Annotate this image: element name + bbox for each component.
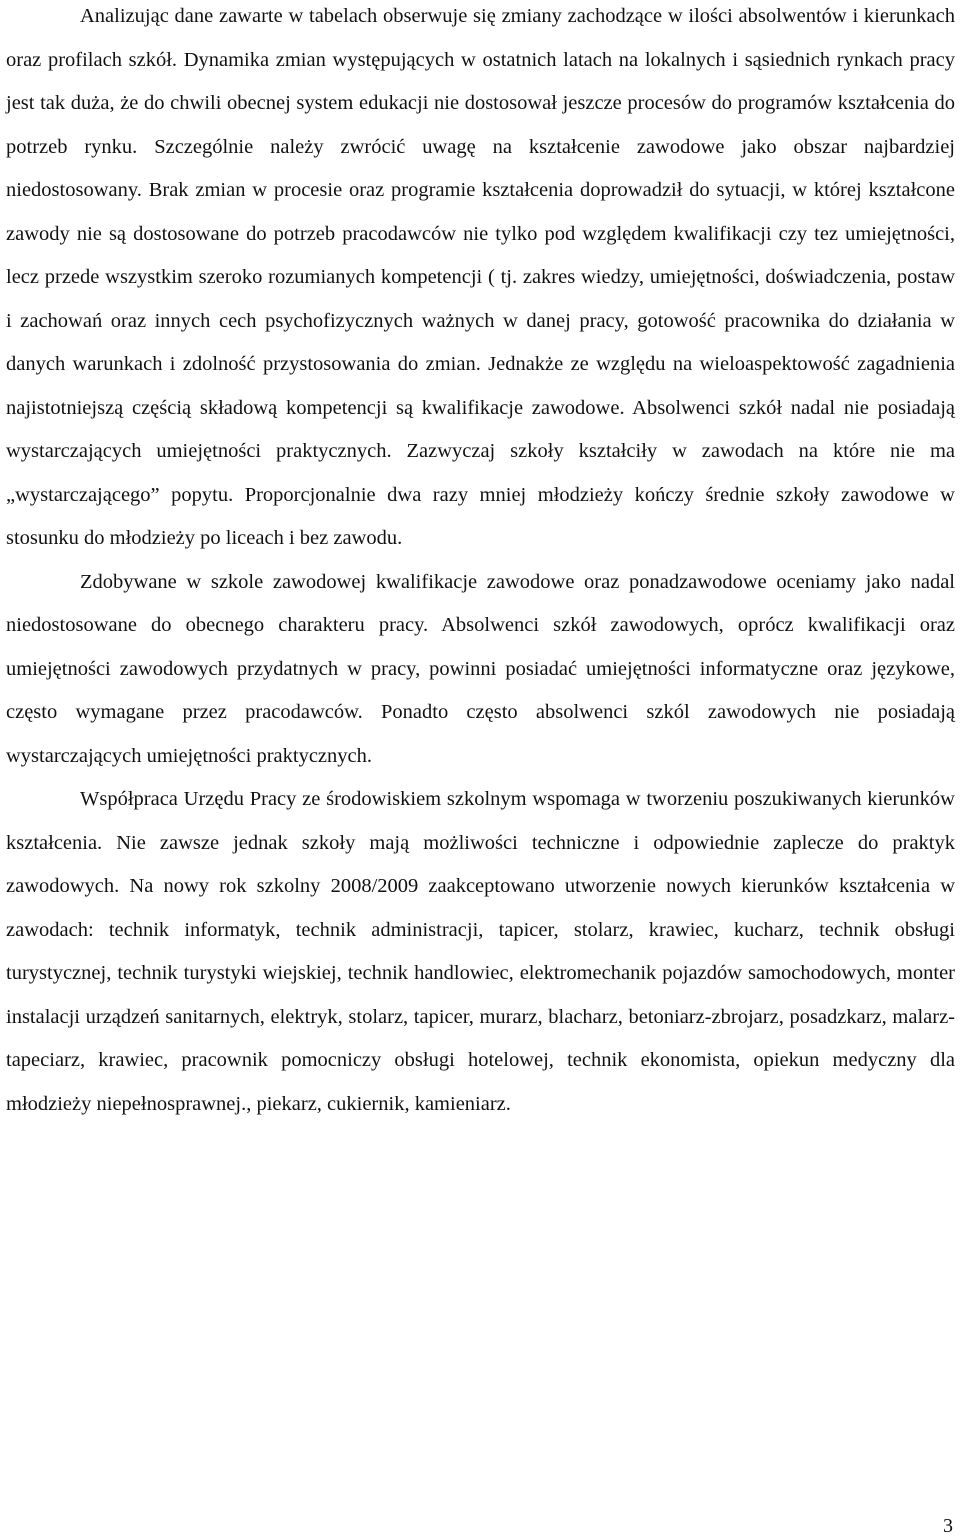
paragraph-3: Współpraca Urzędu Pracy ze środowiskiem szkolnym wspomaga w tworzeniu poszukiwanych kierunków kształcenia. Nie zawsze jednak szkoły mają możliwości techniczne i odpowiednie zaplecze do praktyk zawodowych. Na nowy rok szkolny 2008/2009 zaakceptowano utworzenie nowych kierunków kształcenia w zawodach: technik informatyk, technik administracji, tapicer, stolarz, krawiec, kucharz, technik obsługi turystycznej, technik turystyki wiejskiej, technik handlowiec, elektromechanik pojazdów samochodowych, monter instalacji urządzeń sanitarnych, elektryk, stolarz, tapicer, murarz, blacharz, betoniarz-zbrojarz, posadzkarz, malarz-tapeciarz, krawiec, pracownik pomocniczy obsługi hotelowej, technik ekonomista, opiekun medyczny dla młodzieży niepełnosprawnej., piekarz, cukiernik, kamieniarz. [6, 788, 955, 1115]
document-page [6, 0, 955, 1126]
paragraph-1: Analizując dane zawarte w tabelach obserwuje się zmiany zachodzące w ilości absolwentów i kierunkach oraz profilach szkół. Dynamika zmian występujących w ostatnich latach na lokalnych i sąsiednich rynkach pracy jest tak duża, że do chwili obecnej system edukacji nie dostosował jeszcze procesów do programów kształcenia do potrzeb rynku. Szczególnie należy zwrócić uwagę na kształcenie zawodowe jako obszar najbardziej niedostosowany. Brak zmian w procesie oraz programie kształcenia doprowadził do sytuacji, w której kształcone zawody nie są dostosowane do potrzeb pracodawców nie tylko pod względem kwalifikacji czy tez umiejętności, lecz przede wszystkim szeroko rozumianych kompetencji ( tj. zakres wiedzy, umiejętności, doświadczenia, postaw i zachowań oraz innych cech psychofizycznych ważnych w danej pracy, gotowość pracownika do działania w danych warunkach i zdolność przystosowania do zmian. Jednakże ze względu na wieloaspektowość zagadnienia najistotniejszą częścią składową kompetencji są kwalifikacje zawodowe. Absolwenci szkół nadal nie posiadają wystarczających umiejętności praktycznych. Zazwyczaj szkoły kształciły w zawodach na które nie ma „wystarczającego” popytu. Proporcjonalnie dwa razy mniej młodzieży kończy średnie szkoły zawodowe w stosunku do młodzieży po liceach i bez zawodu. [6, 5, 955, 549]
page-number: 3 [943, 1515, 953, 1537]
paragraph-2: Zdobywane w szkole zawodowej kwalifikacje zawodowe oraz ponadzawodowe oceniamy jako nadal niedostosowane do obecnego charakteru pracy. Absolwenci szkół zawodowych, oprócz kwalifikacji oraz umiejętności zawodowych przydatnych w pracy, powinni posiadać umiejętności informatyczne oraz językowe, często wymagane przez pracodawców. Ponadto często absolwenci szkól zawodowych nie posiadają wystarczających umiejętności praktycznych. [6, 570, 955, 767]
